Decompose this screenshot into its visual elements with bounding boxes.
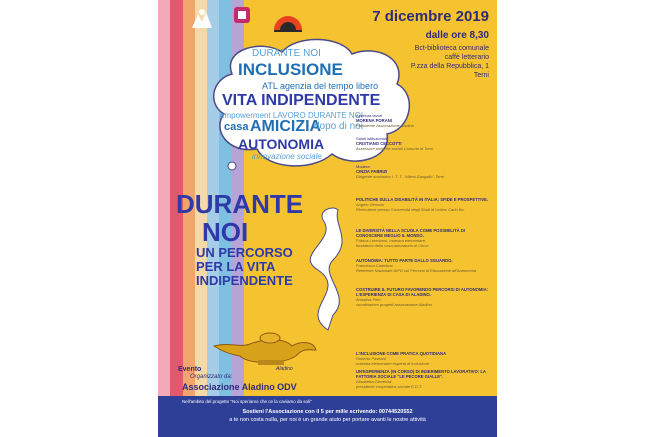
program-talk xyxy=(356,287,491,307)
logo-city-icon xyxy=(188,8,216,34)
magic-lamp-icon xyxy=(210,320,320,370)
program-talk xyxy=(356,351,491,366)
program-talk xyxy=(356,228,491,248)
program-greetings xyxy=(356,136,491,151)
title-line: PER LA VITA xyxy=(196,259,276,274)
program-talk xyxy=(356,369,491,389)
footer-line: a te non costa nulla, per noi è un grande aiuto per portare avanti le nostre attività xyxy=(229,417,426,423)
aladino-logo: Aladino xyxy=(276,366,293,372)
venue-line: P.zza della Repubblica, 1 xyxy=(410,63,489,70)
cloud-word: innovazione sociale xyxy=(252,152,322,161)
program-label: Modera xyxy=(356,164,370,169)
project-context: Nell'ambito del progetto "Noi speriamo che ce la caviamo da soli" xyxy=(182,399,312,404)
program-role: Dirigente scolastico I. T. T. "Allievi-Sangallo"-Terni xyxy=(356,174,444,179)
talk-title: LE DIVERSITÀ NELLA SCUOLA COME POSSIBILITÀ DI CONOSCERE MEGLIO IL MONDO. xyxy=(356,228,466,238)
talk-title: COSTRUIRE IL FUTURO FAVORENDO PERCORSI DI AUTONOMIA: L'ESPERIENZA DI CASA DI ALADINO. xyxy=(356,287,488,297)
logo-shield-icon xyxy=(218,6,266,24)
association-name: Associazione Aladino ODV xyxy=(182,382,297,392)
program-role: Presidente Associazione Aladino xyxy=(356,123,414,128)
venue-line: caffè letterario xyxy=(444,54,489,61)
talk-role: coordinatrice progetti associazione Aladino xyxy=(356,302,432,307)
cloud-word: casa xyxy=(224,121,249,133)
program-talk xyxy=(356,258,491,273)
talk-role: maestra elementare esperta di inclusione xyxy=(356,361,430,366)
program-label: Apertura lavori xyxy=(356,113,383,118)
cloud-word: dopo di noi xyxy=(314,121,363,132)
cloud-word: AMICIZIA xyxy=(250,118,322,135)
logo-municipality xyxy=(218,6,266,36)
event-date: 7 dicembre 2019 xyxy=(372,8,489,25)
talk-speaker: Franca Lorenzoni, maestra elementare, xyxy=(356,238,427,243)
logo-sun-icon xyxy=(268,8,308,34)
cloud-word: VITA INDIPENDENTE xyxy=(222,92,381,109)
program-name: MORENA PORANI xyxy=(356,118,392,123)
talk-role: presidente cooperativa sociale E.D.T. xyxy=(356,384,423,389)
cloud-word: ATL agenzia del tempo libero xyxy=(262,81,379,91)
event-label: Evento xyxy=(178,366,202,373)
cloud-word: AUTONOMIA xyxy=(238,136,325,152)
title-line: NOI xyxy=(202,217,249,247)
cloud-word: INCLUSIONE xyxy=(238,60,343,79)
program-moderator xyxy=(356,164,491,179)
program-name: CINZIA FABRIZI xyxy=(356,169,388,174)
cloud-word: DURANTE NOI xyxy=(308,111,364,120)
program-name: CRISTIANO CECCOTTI xyxy=(356,141,402,146)
event-time: dalle ore 8,30 xyxy=(425,30,489,41)
talk-speaker: Elisabetta Giovenali xyxy=(356,379,392,384)
title-line: INDIPENDENTE xyxy=(196,273,293,288)
title-line: DURANTE xyxy=(176,189,304,219)
cloud-word: empowerment LAVORO xyxy=(220,111,306,120)
footer-line: Sostieni l'Associazione con il 5 per mille scrivendo: 00744520552 xyxy=(242,409,413,415)
program-role: Assessore politiche sociali Comune di Terni xyxy=(356,146,433,151)
talk-title: POLITICHE SULLA DISABILITÀ IN ITALIA: SFIDE E PROSPETTIVE. xyxy=(356,197,489,202)
program-label: Saluti istituzionali xyxy=(356,136,387,141)
program-talk xyxy=(356,197,491,212)
talk-speaker: Francesca Cadelano xyxy=(356,263,393,268)
title-line: UN PERCORSO xyxy=(196,245,293,260)
talk-role: Referente Nazionale AIPD sui Percorsi di Educazione all'Autonomia xyxy=(356,268,477,273)
talk-title: UN'ESPERIENZA (IN CORSO) DI INSERIMENTO LAVORATIVO: LA FATTORIA SOCIALE "LE PECORE GIALLE". xyxy=(356,369,486,379)
talk-role: Ricercatore presso l'Università degli Studi di Urbino Carlo Bo. xyxy=(356,207,465,212)
main-title xyxy=(176,190,376,288)
venue-line: Bct-biblioteca comunale xyxy=(414,45,489,52)
program-opening xyxy=(356,113,491,128)
organized-by-label: Organizzato da: xyxy=(190,374,233,380)
talk-speaker: Annalisa Pieri xyxy=(356,297,381,302)
talk-speaker: Roberto Paseani xyxy=(356,356,386,361)
talk-title: AUTONOMIA: TUTTO PARTE DALLO SGUARDO. xyxy=(356,258,453,263)
cloud-word: DURANTE NOI xyxy=(252,48,321,59)
venue-line: Terni xyxy=(473,72,489,79)
event-poster xyxy=(158,0,497,437)
talk-speaker: Angelo Genova xyxy=(356,202,384,207)
talk-role: fondatrice della casa-laboratorio di Cenci xyxy=(356,243,429,248)
talk-title: L'INCLUSIONE COME PRATICA QUOTIDIANA xyxy=(356,351,447,356)
